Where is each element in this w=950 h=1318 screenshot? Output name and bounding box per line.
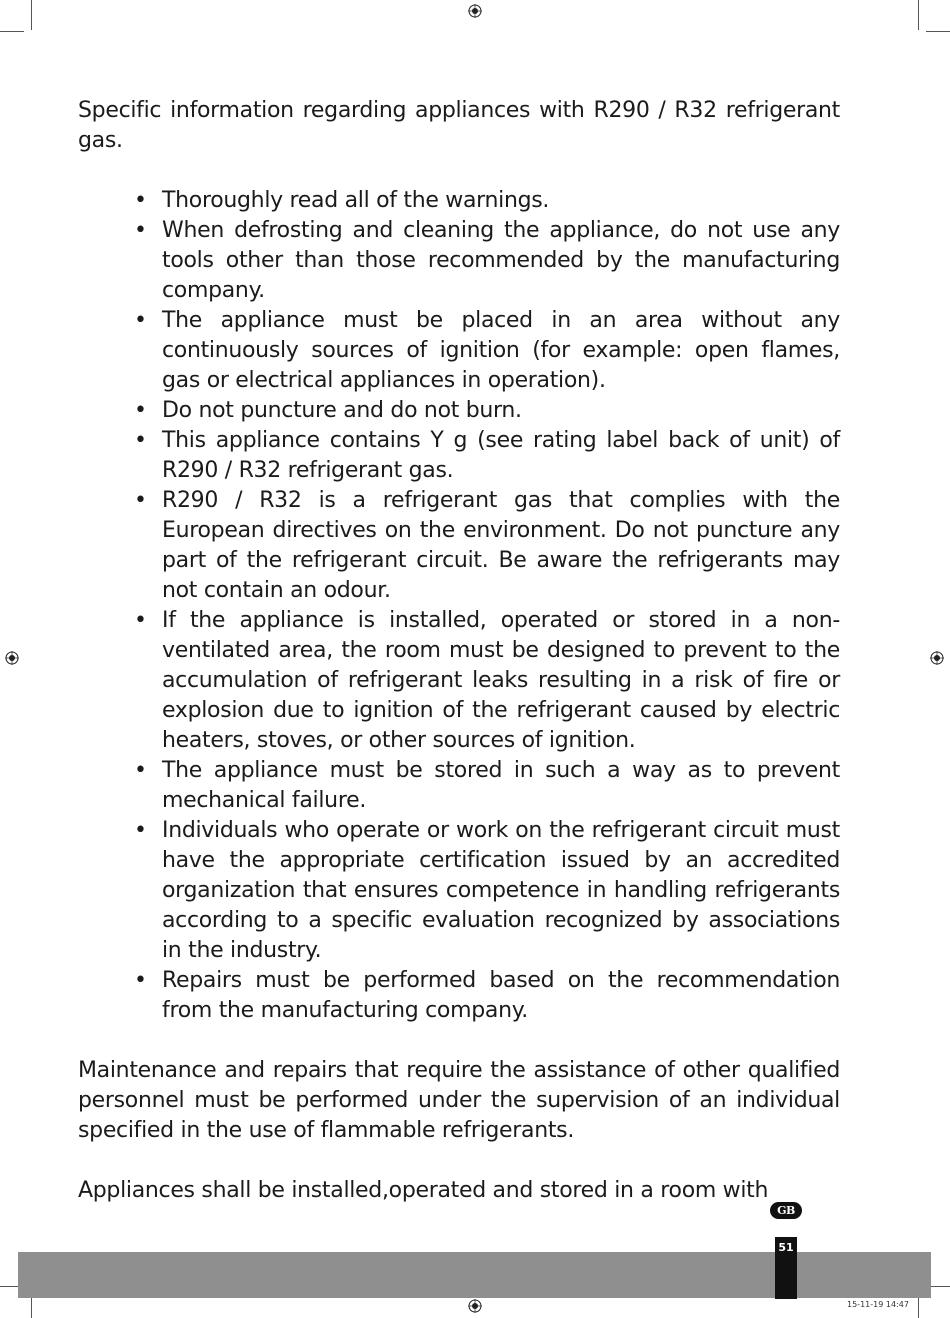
page-number: 51 (775, 1237, 797, 1299)
list-item: • This appliance contains Y g (see rating label back of unit) of R290 / R32 refrigerant gas. (162, 426, 840, 486)
crop-mark (0, 31, 24, 32)
list-item: • Do not puncture and do not burn. (162, 396, 840, 426)
list-item: • The appliance must be stored in such a way as to prevent mechanical failure. (162, 756, 840, 816)
list-item: • If the appliance is installed, operated or stored in a non-ventilated area, the room must be designed to prevent to the accumulation of refrigerant leaks resulting in a risk of fire or explosion due to ignition of the refrigerant caused by electric heaters, stoves, or other sources of ignition. (162, 606, 840, 756)
page-content (78, 96, 840, 1206)
maintenance-paragraph: Maintenance and repairs that require the assistance of other qualified personnel must be performed under the supervision of an individual specified in the use of flammable refrigerants. (78, 1058, 840, 1143)
crop-mark (918, 0, 919, 30)
list-item: • R290 / R32 is a refrigerant gas that complies with the European directives on the environment. Do not puncture any part of the refrigerant circuit. Be aware the refrigerants may not contain an odour. (162, 486, 840, 606)
list-item: • Individuals who operate or work on the refrigerant circuit must have the appropriate certification issued by an accredited organization that ensures competence in handling refrigerants according to a specific evaluation recognized by associations in the industry. (162, 816, 840, 966)
crop-mark (926, 31, 950, 32)
crop-mark (31, 0, 32, 30)
registration-mark-icon (930, 651, 944, 665)
registration-mark-icon (468, 4, 482, 18)
language-badge: GB (770, 1202, 802, 1219)
appliances-paragraph: Appliances shall be installed,operated and stored in a room with (78, 1178, 769, 1203)
intro-paragraph: Specific information regarding appliances with R290 / R32 refrigerant gas. (78, 98, 840, 153)
print-timestamp: 15-11-19 14:47 (847, 1300, 909, 1309)
registration-mark-icon (468, 1299, 482, 1313)
warning-list (78, 186, 840, 1026)
registration-mark-icon (5, 651, 19, 665)
list-item: • Thoroughly read all of the warnings. (162, 186, 840, 216)
list-item: • Repairs must be performed based on the recommendation from the manufacturing company. (162, 966, 840, 1026)
list-item: • The appliance must be placed in an area without any continuously sources of ignition (for example: open flames, gas or electrical appliances in operation). (162, 306, 840, 396)
list-item: • When defrosting and cleaning the appliance, do not use any tools other than those recommended by the manufacturing company. (162, 216, 840, 306)
